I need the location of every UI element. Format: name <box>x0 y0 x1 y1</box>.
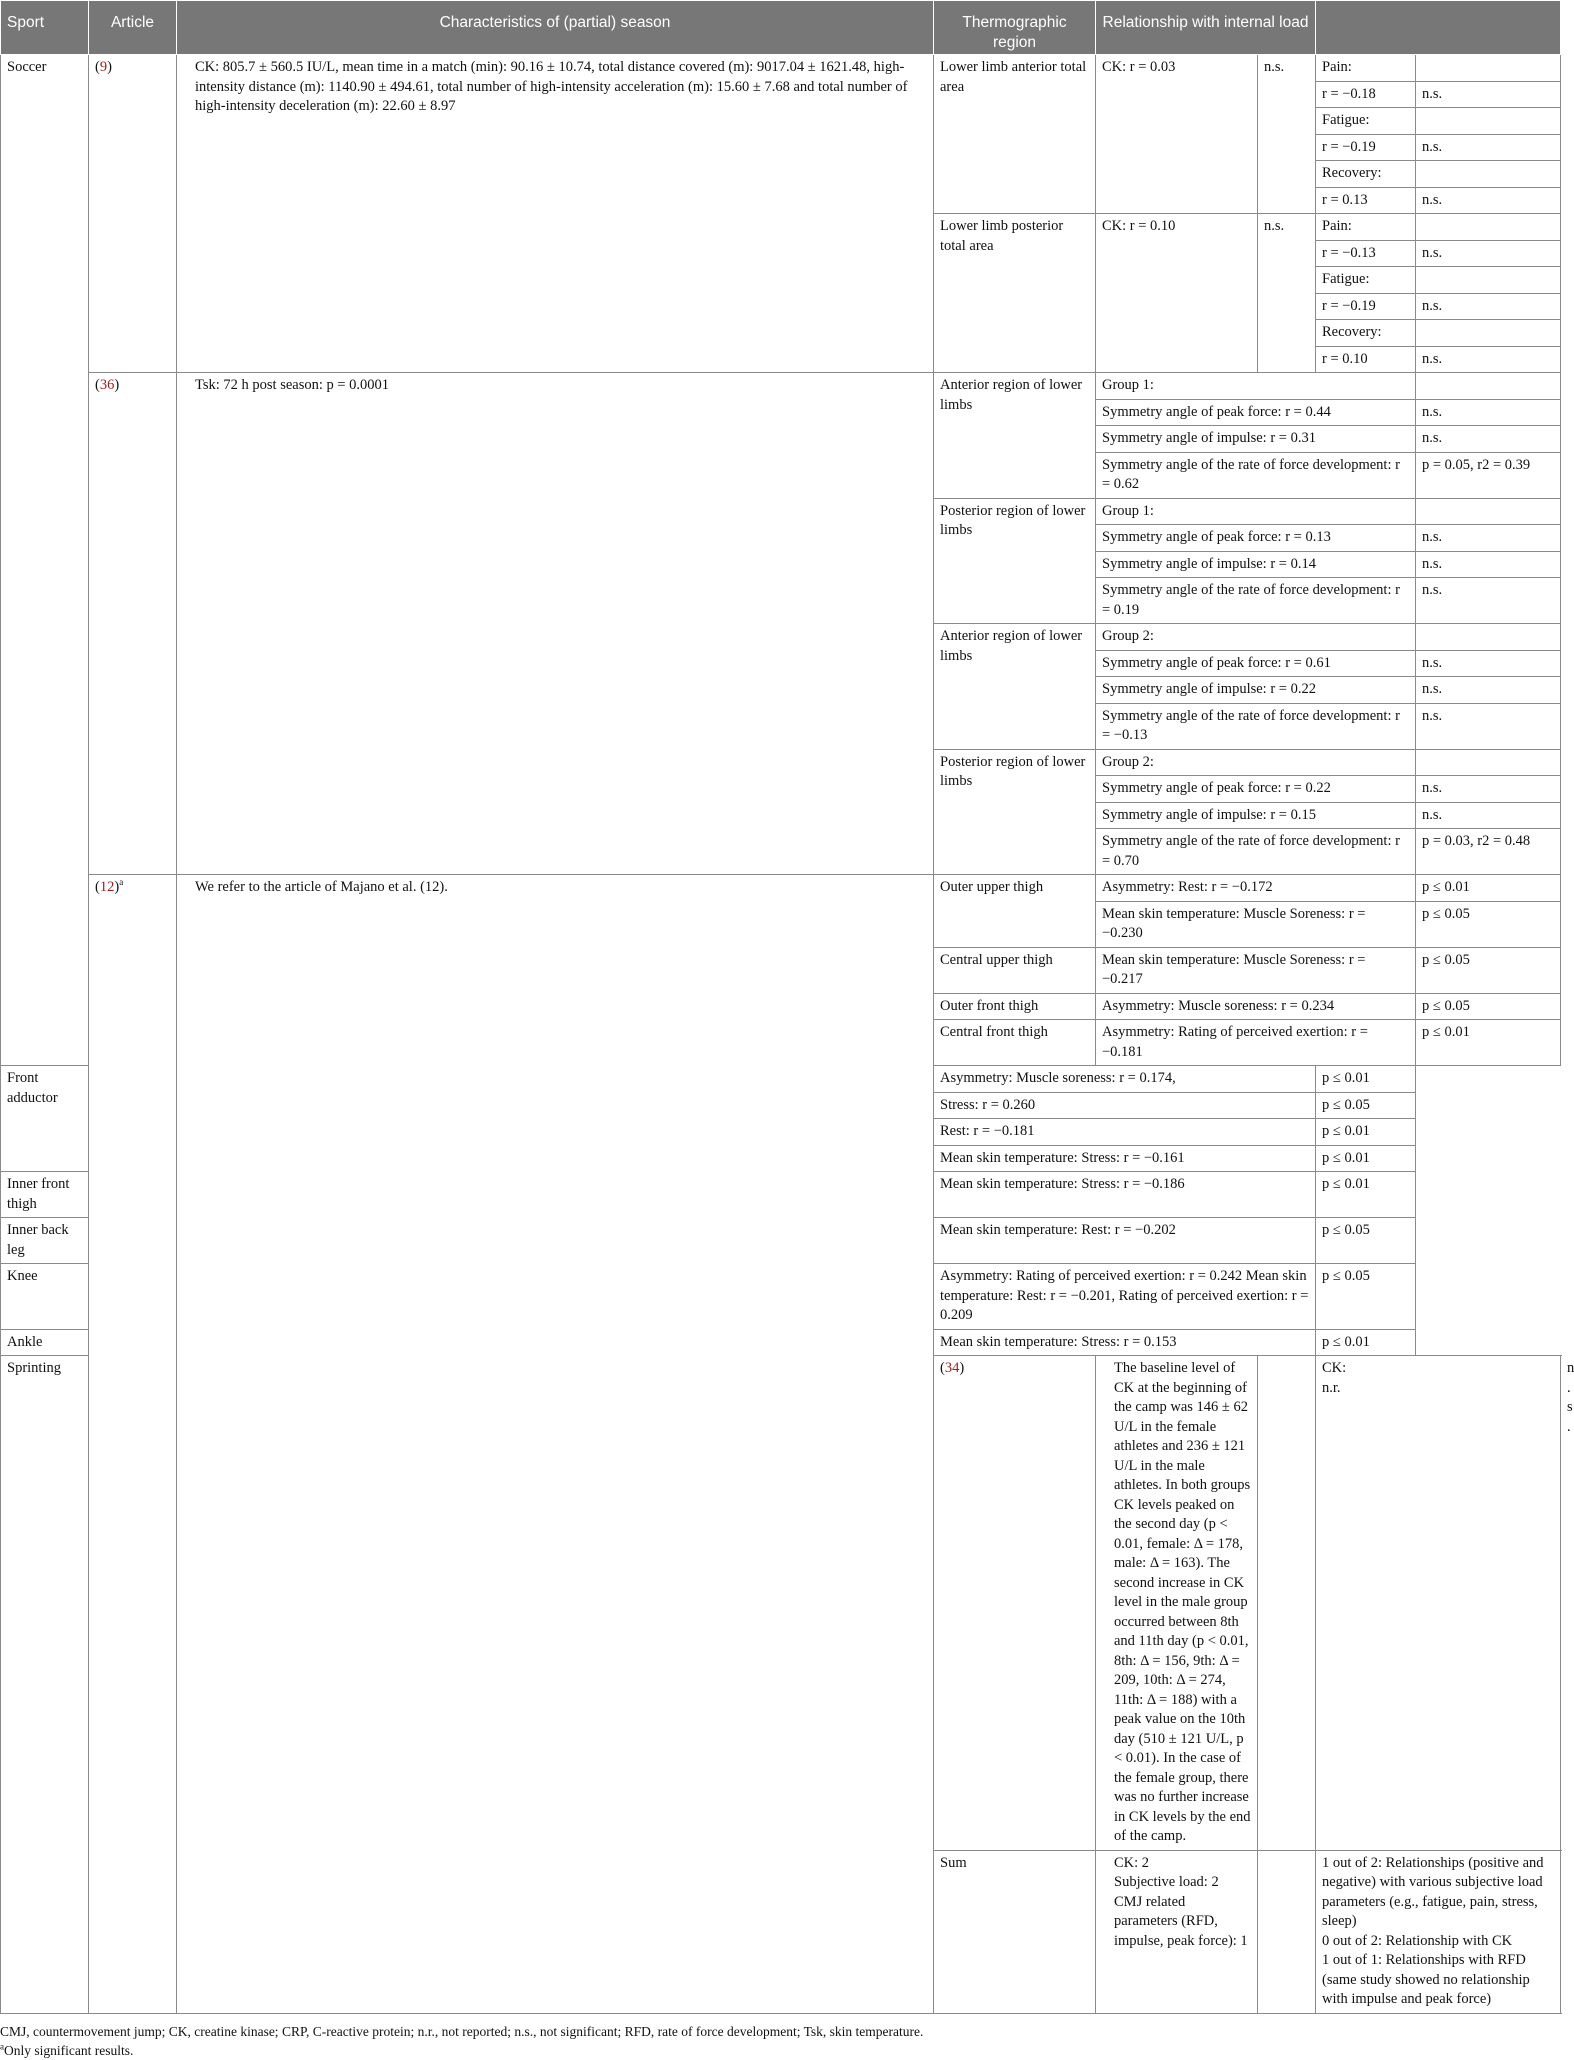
sum-line: 1 out of 1: Relationships with RFD (same study showed no relationship with impulse and peak force) <box>1322 1952 1530 2007</box>
ck-relationship: CK: r = 0.10 <box>1096 214 1258 373</box>
region-cell: Outer front thigh <box>934 993 1096 1020</box>
sum-line: 0 out of 2: Relationship with CK <box>1322 1932 1513 1949</box>
header-row <box>1 1 1561 55</box>
empty-cell <box>1416 320 1561 347</box>
relationship-text: Asymmetry: Muscle soreness: r = 0.174, <box>934 1066 1316 1093</box>
relationship-text: Stress: r = 0.260 <box>934 1092 1316 1119</box>
significance: n.s. <box>1416 525 1561 552</box>
table-footnotes <box>0 2014 1561 2060</box>
subjective-label: Fatigue: <box>1316 267 1416 294</box>
characteristics-cell: We refer to the article of Majano et al. (12). <box>177 875 934 2014</box>
article-ref: (9) <box>89 55 177 373</box>
relationship-text: Symmetry angle of peak force: r = 0.44 <box>1096 399 1416 426</box>
header-characteristics: Characteristics of (partial) season <box>177 1 934 55</box>
footnote-marker: a <box>119 877 124 888</box>
region-cell <box>1258 1356 1316 1851</box>
article-ref-link[interactable]: 12 <box>99 879 115 895</box>
empty-cell <box>1416 214 1561 241</box>
region-cell: Front adductor <box>1 1066 89 1172</box>
region-cell: Lower limb posterior total area <box>934 214 1096 373</box>
region-cell: Central upper thigh <box>934 947 1096 993</box>
subjective-label: Pain: <box>1316 214 1416 241</box>
significance: p ≤ 0.01 <box>1316 1145 1416 1172</box>
subjective-label: Pain: <box>1316 55 1416 82</box>
table-row <box>1 875 1561 902</box>
significance: p ≤ 0.01 <box>1316 1119 1416 1146</box>
sum-relationships <box>1316 1850 1561 2013</box>
relationship-text: Symmetry angle of the rate of force development: r = −0.13 <box>1096 703 1416 749</box>
relationship-text: Symmetry angle of impulse: r = 0.15 <box>1096 802 1416 829</box>
relationship-text: Asymmetry: Muscle soreness: r = 0.234 <box>1096 993 1416 1020</box>
characteristics-cell: CK: 805.7 ± 560.5 IU/L, mean time in a match (min): 90.16 ± 10.74, total distance covered (m): 9017.04 ± 1621.48, high-intensity distance (m): 1140.90 ± 494.61, total number of high-intensity acceleration (m): 15.60 ± 7.68 and total number of high-intensity deceleration (m): 22.60 ± 8.97 <box>177 55 934 373</box>
region-cell: Central front thigh <box>934 1020 1096 1066</box>
relationship-text: Symmetry angle of impulse: r = 0.31 <box>1096 426 1416 453</box>
empty-cell <box>1416 108 1561 135</box>
significance: n.s. <box>1416 551 1561 578</box>
relationship-text: Asymmetry: Rating of perceived exertion: r = 0.242 Mean skin temperature: Rest: r = −0.201, Rating of perceived exertion: r = 0.209 <box>934 1264 1316 1330</box>
significance: n.s. <box>1416 776 1561 803</box>
subjective-significance: n.s. <box>1416 293 1561 320</box>
significance: p ≤ 0.05 <box>1316 1218 1416 1264</box>
ck-significance: n.s. <box>1258 55 1316 214</box>
article-ref: $(12)^a$ <box>89 875 177 2014</box>
header-article: Article <box>89 1 177 55</box>
relationship-text: Mean skin temperature: Stress: r = 0.153 <box>934 1329 1316 1356</box>
sum-line: CMJ related parameters (RFD, impulse, peak force): 1 <box>1114 1893 1248 1949</box>
subjective-r: r = −0.13 <box>1316 240 1416 267</box>
significance: p = 0.05, r2 = 0.39 <box>1416 452 1561 498</box>
relationship-text: Asymmetry: Rest: r = −0.172 <box>1096 875 1416 902</box>
empty-cell <box>1416 161 1561 188</box>
relationship-text: Mean skin temperature: Muscle Soreness: r = −0.230 <box>1096 901 1416 947</box>
region-cell: Posterior region of lower limbs <box>934 498 1096 624</box>
significance: n.s. <box>1416 802 1561 829</box>
significance: p ≤ 0.05 <box>1316 1092 1416 1119</box>
region-cell: Ankle <box>1 1329 89 1356</box>
sport-sprinting: Sprinting <box>1 1356 89 2014</box>
footnote-text: Only significant results. <box>4 2042 134 2058</box>
relationship-line: CK: <box>1322 1360 1347 1376</box>
subjective-r: r = 0.13 <box>1316 187 1416 214</box>
ck-relationship: CK: r = 0.03 <box>1096 55 1258 214</box>
empty-cell <box>1416 373 1561 400</box>
relationship-text: Rest: r = −0.181 <box>934 1119 1316 1146</box>
region-cell: Posterior region of lower limbs <box>934 749 1096 875</box>
relationship-text: Symmetry angle of impulse: r = 0.22 <box>1096 677 1416 704</box>
header-relationship: Relationship with internal load <box>1096 1 1316 55</box>
article-ref-link[interactable]: 36 <box>99 377 115 393</box>
sum-label: Sum <box>934 1850 1096 2013</box>
header-extra <box>1316 1 1561 55</box>
subjective-significance: n.s. <box>1416 346 1561 373</box>
significance: p ≤ 0.01 <box>1316 1066 1416 1093</box>
subjective-significance: n.s. <box>1416 187 1561 214</box>
empty-cell <box>1416 55 1561 82</box>
significance: p ≤ 0.05 <box>1416 993 1561 1020</box>
article-ref-link[interactable]: 9 <box>99 59 108 75</box>
relationship-text: Asymmetry: Rating of perceived exertion: r = −0.181 <box>1096 1020 1416 1066</box>
relationship-text: Symmetry angle of the rate of force development: r = 0.62 <box>1096 452 1416 498</box>
sum-line: 1 out of 2: Relationships (positive and negative) with various subjective load parameters (e.g., fatigue, pain, stress, sleep) <box>1322 1854 1544 1929</box>
relationship-text <box>1316 1356 1561 1851</box>
article-ref: (36) <box>89 373 177 875</box>
empty-cell <box>1258 1850 1316 2013</box>
group-label: Group 1: <box>1096 373 1416 400</box>
significance: p ≤ 0.01 <box>1416 875 1561 902</box>
region-cell: Inner front thigh <box>1 1172 89 1218</box>
relationship-line: n.r. <box>1322 1379 1341 1396</box>
empty-cell <box>1416 624 1561 651</box>
characteristics-cell: The baseline level of CK at the beginning of the camp was 146 ± 62 U/L in the female athletes and 236 ± 121 U/L in the male athletes. In both groups CK levels peaked on the second day (p < 0.01, female: Δ = 178, male: Δ = 163). The second increase in CK level in the male group occurred between 8th and 11th day (p < 0.01, 8th: Δ = 156, 9th: Δ = 209, 10th: Δ = 274, 11th: Δ = 188) with a peak value on the 10th day (510 ± 121 U/L, p < 0.01). In the case of the female group, there was no further increase in CK levels by the end of the camp. <box>1096 1356 1258 1851</box>
relationship-text: Mean skin temperature: Rest: r = −0.202 <box>934 1218 1316 1264</box>
relationship-text: Mean skin temperature: Stress: r = −0.186 <box>934 1172 1316 1218</box>
article-ref: (34) <box>934 1356 1096 1851</box>
group-label: Group 2: <box>1096 624 1416 651</box>
table-row: Sprinting (34) The baseline level of CK at the beginning of the camp was 146 ± 62 U/L in the female athletes and 236 ± 121 U/L in the male athletes. In both groups CK levels peaked on the second day (p < 0.01, female: Δ = 178, male: Δ = 163). The second increase in CK level in the male group occurred between 8th and 11th day (p < 0.01, 8th: Δ = 156, 9th: Δ = 209, 10th: Δ = 274, 11th: Δ = 188) with a peak value on the 10th day (510 ± 121 U/L, p < 0.01). In the case of the female group, there was no further increase in CK levels by the end of the camp. CK: n.r. n.s. <box>1 1356 1561 1851</box>
sum-characteristics <box>1096 1850 1258 2013</box>
empty-cell <box>1416 267 1561 294</box>
relationship-text: Symmetry angle of peak force: r = 0.13 <box>1096 525 1416 552</box>
empty-cell <box>1416 749 1561 776</box>
relationship-text: Mean skin temperature: Muscle Soreness: r = −0.217 <box>1096 947 1416 993</box>
region-cell: Outer upper thigh <box>934 875 1096 948</box>
significance: n.s. <box>1416 703 1561 749</box>
subjective-r: r = −0.18 <box>1316 81 1416 108</box>
relationship-text: Symmetry angle of the rate of force development: r = 0.19 <box>1096 578 1416 624</box>
relationship-text: Mean skin temperature: Stress: r = −0.161 <box>934 1145 1316 1172</box>
relationship-text: Symmetry angle of peak force: r = 0.61 <box>1096 650 1416 677</box>
subjective-label: Recovery: <box>1316 161 1416 188</box>
significance-footnote <box>0 2041 1561 2060</box>
ck-significance: n.s. <box>1258 214 1316 373</box>
subjective-label: Recovery: <box>1316 320 1416 347</box>
significance: n.s. <box>1416 426 1561 453</box>
subjective-significance: n.s. <box>1416 81 1561 108</box>
significance: p = 0.03, r2 = 0.48 <box>1416 829 1561 875</box>
region-cell: Anterior region of lower limbs <box>934 624 1096 750</box>
subjective-r: r = −0.19 <box>1316 134 1416 161</box>
region-cell: Inner back leg <box>1 1218 89 1264</box>
header-region: Thermographic region <box>934 1 1096 55</box>
subjective-significance: n.s. <box>1416 134 1561 161</box>
sum-line: Subjective load: 2 <box>1114 1874 1219 1890</box>
empty-cell <box>1416 498 1561 525</box>
significance: p ≤ 0.01 <box>1316 1329 1416 1356</box>
relationship-text: Symmetry angle of the rate of force development: r = 0.70 <box>1096 829 1416 875</box>
significance: n.s. <box>1416 578 1561 624</box>
table-row <box>1 55 1561 82</box>
article-ref-link[interactable]: 34 <box>944 1360 960 1376</box>
group-label: Group 1: <box>1096 498 1416 525</box>
region-cell: Knee <box>1 1264 89 1330</box>
region-cell: Lower limb anterior total area <box>934 55 1096 214</box>
significance: p ≤ 0.05 <box>1316 1264 1416 1330</box>
significance: p ≤ 0.05 <box>1416 901 1561 947</box>
significance: n.s. <box>1416 650 1561 677</box>
subjective-significance: n.s. <box>1416 240 1561 267</box>
significance: p ≤ 0.05 <box>1416 947 1561 993</box>
significance: p ≤ 0.01 <box>1316 1172 1416 1218</box>
characteristics-cell: Tsk: 72 h post season: p = 0.0001 <box>177 373 934 875</box>
region-cell: Anterior region of lower limbs <box>934 373 1096 499</box>
subjective-r: r = −0.19 <box>1316 293 1416 320</box>
group-label: Group 2: <box>1096 749 1416 776</box>
table-row <box>1 373 1561 400</box>
sport-soccer: Soccer <box>1 55 89 1066</box>
subjective-r: r = 0.10 <box>1316 346 1416 373</box>
sum-line: CK: 2 <box>1114 1854 1150 1871</box>
header-sport: Sport <box>1 1 89 55</box>
footnote-marker: a <box>0 2041 4 2051</box>
significance: p ≤ 0.01 <box>1416 1020 1561 1066</box>
subjective-label: Fatigue: <box>1316 108 1416 135</box>
abbreviations-footnote: CMJ, countermovement jump; CK, creatine kinase; CRP, C-reactive protein; n.r., not reported; n.s., not significant; RFD, rate of force development; Tsk, skin temperature. <box>0 2023 924 2039</box>
significance: n.s. <box>1416 677 1561 704</box>
significance: n.s. <box>1416 399 1561 426</box>
relationship-text: Symmetry angle of impulse: r = 0.14 <box>1096 551 1416 578</box>
relationship-text: Symmetry angle of peak force: r = 0.22 <box>1096 776 1416 803</box>
